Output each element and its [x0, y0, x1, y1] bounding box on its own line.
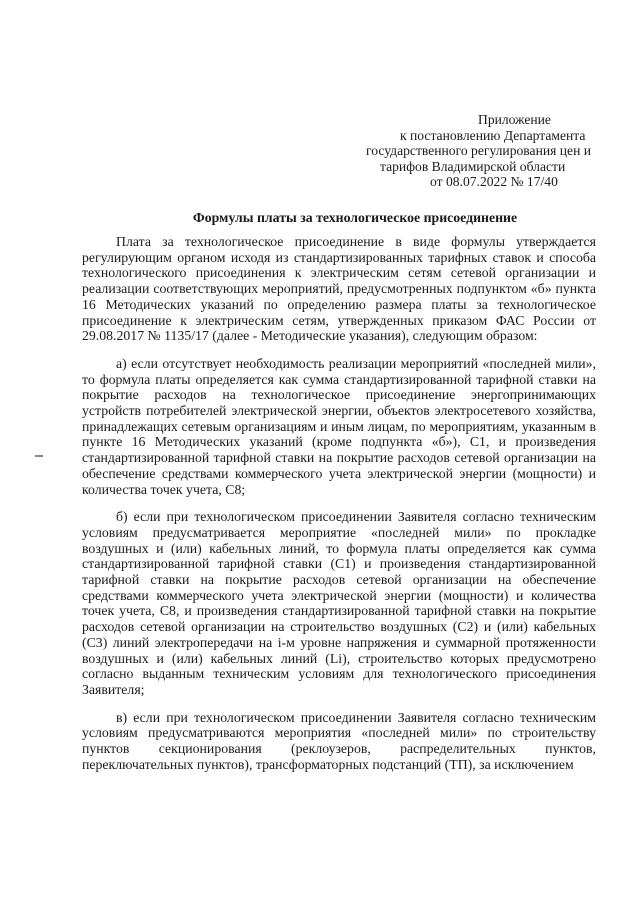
- appendix-department-line: государственного регулирования цен и: [366, 143, 592, 159]
- document-title: [0, 210, 640, 226]
- document-body: [82, 234, 596, 785]
- appendix-resolution-line: к постановлению Департамента: [400, 127, 586, 143]
- paragraph-c: в) если при технологическом присоединении Заявителя согласно техническим условиям предусматриваются мероприятия «последней мили» по строительству пунктов секционирования (реклоузеров, распределительных пунктов, переключательных пунктов), трансформаторных подстанций (ТП), за исключением: [82, 709, 596, 772]
- document-title-text: Формулы платы за технологическое присоединение: [192, 210, 518, 225]
- appendix-date-number: от 08.07.2022 № 17/40: [430, 174, 558, 190]
- appendix-region-line: тарифов Владимирской области: [380, 158, 566, 174]
- appendix-label: Приложение: [478, 112, 551, 127]
- paragraph-a: а) если отсутствует необходимость реализации мероприятий «последней мили», то формула платы определяется как сумма стандартизированной тарифной ставки на покрытие расходов на технологическое присоединение энергопринимающих устройств потребителей электрической энергии, объектов электросетевого хозяйства, принадлежащих сетевым организациям и иным лицам, по мероприятиям, указанным в пункте 16 Методических указаний (кроме подпункта «б»), С1, и произведения стандартизированной тарифной ставки на покрытие расходов сетевой организации на обеспечение средствами коммерческого учета электрической энергии (мощности) и количества точек учета, С8;: [82, 355, 596, 497]
- paragraph-intro: Плата за технологическое присоединение в виде формулы утверждается регулирующим органом исходя из стандартизированных тарифных ставок и способа технологического присоединения к электрическим сетям сетевой организации и реализации соответствующих мероприятий, предусмотренных подпунктом «б» пункта 16 Методических указаний по определению размера платы за технологическое присоединение к электрическим сетям, утвержденных приказом ФАС России от 29.08.2017 № 1135/17 (далее - Методические указания), следующим образом:: [82, 234, 596, 344]
- paragraph-b: б) если при технологическом присоединении Заявителя согласно техническим условиям предусматривается мероприятие «последней мили» по прокладке воздушных и (или) кабельных линий, то формула платы определяется как сумма стандартизированной тарифной ставки (С1) и произведения стандартизированной тарифной ставки на покрытие расходов сетевой организации на обеспечение средствами коммерческого учета электрической энергии (мощности) и количества точек учета, С8, и произведения стандартизированной тарифной ставки на покрытие расходов сетевой организации на строительство воздушных (С2) и (или) кабельных (С3) линий электропередачи на i-м уровне напряжения и суммарной протяженности воздушных и (или) кабельных линий (Li), строительство которых предусмотрено согласно выданным техническим условиям для технологического присоединения Заявителя;: [82, 509, 596, 697]
- margin-mark: [35, 455, 43, 457]
- appendix-header: [350, 112, 610, 190]
